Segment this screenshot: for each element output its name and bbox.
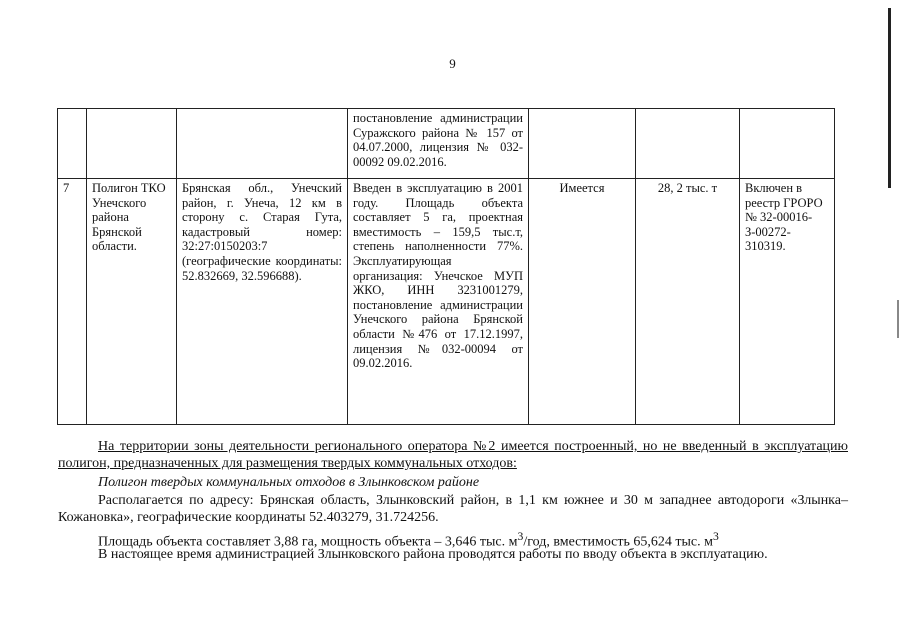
area-text-prefix: Площадь объекта составляет 3,88 га, мощность объекта – 3,646 тыс. м [98,534,518,550]
table-cell-capacity [636,109,740,179]
table-cell-name [87,109,177,179]
table-row-7 [58,179,835,425]
address-paragraph: Располагается по адресу: Брянская область, Злынковский район, в 1,1 км южнее и 30 м западнее автодороги «Злынка–Кожановка», географические координаты 52.403279, 31.724256. [58,493,848,525]
scan-edge-bar [888,8,891,188]
table-cell-operation-info: постановление администрации Суражского района № 157 от 04.07.2000, лицензия № 032-00092 09.02.2016. [348,109,529,179]
table-row-continued [58,109,835,179]
area-text-middle: /год, вместимость 65,624 тыс. м [523,534,713,550]
area-unit-superscript: 3 [517,530,524,543]
table-cell-status [529,109,636,179]
table-cell-location: Брянская обл., Унечский район, г. Унеча, 12 км в сторону с. Старая Гута, кадастровый номер: 32:27:0150203:7 (географические координаты: 52.832669, 32.596688). [177,179,348,425]
table-cell-location [177,109,348,179]
table-cell-number [58,109,87,179]
table-cell-number: 7 [58,179,87,425]
intro-paragraph: На территории зоны деятельности регионального оператора №2 имеется построенный, но не введенный в эксплуатацию полигон, предназначенных для размещения твердых коммунальных отходов: [58,439,848,471]
subheading: Полигон твердых коммунальных отходов в Злынковском районе [98,475,480,490]
page-number: 9 [449,56,456,71]
table-cell-name: Полигон ТКО Унечского района Брянской области. [87,179,177,425]
scan-edge-mark [897,300,899,338]
volume-unit-superscript: 3 [713,530,719,543]
table-cell-registry [740,109,835,179]
table-cell-registry: Включен в реестр ГРОРО № 32-00016-З-00272-310319. [740,179,835,425]
table-cell-capacity: 28, 2 тыс. т [636,179,740,425]
table-cell-operation-info: Введен в эксплуатацию в 2001 году. Площадь объекта составляет 5 га, проектная вместимость – 159,5 тыс.т, степень наполненности 77%. Эксплуатирующая организация: Унечское МУП ЖКО, ИНН 3231001279, постановление администрации Унечского района Брянской области №476 от 17.12.1997, лицензия №032-00094 от 09.02.2016. [348,179,529,425]
status-paragraph: В настоящее время администрацией Злынковского района проводятся работы по вводу объекта в эксплуатацию. [98,547,768,562]
table-cell-status: Имеется [529,179,636,425]
landfill-table [57,108,835,425]
